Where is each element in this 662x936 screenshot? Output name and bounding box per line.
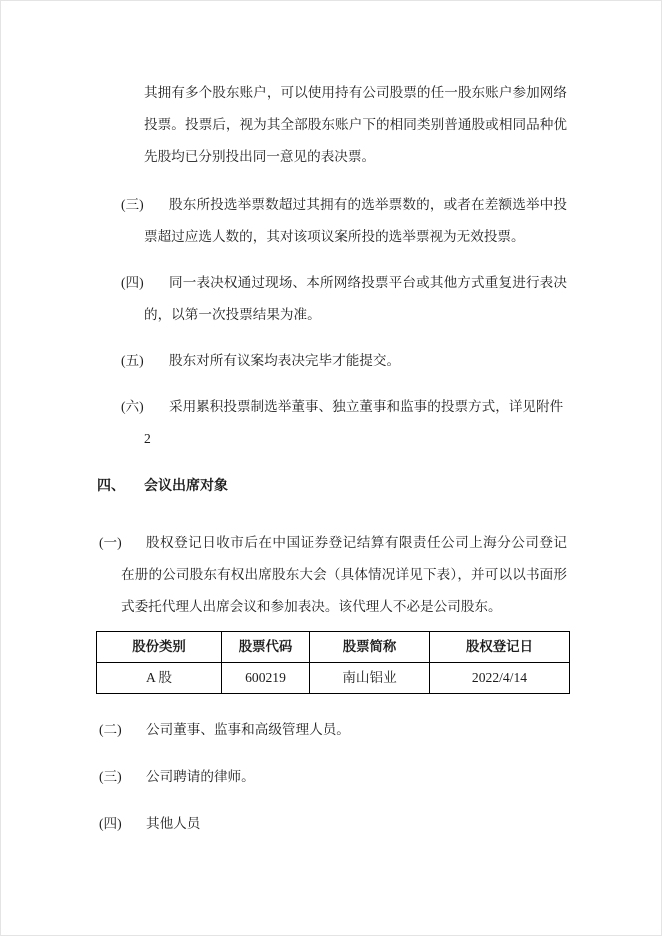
list-marker: (三) — [99, 769, 122, 784]
list-marker: (一) — [99, 535, 122, 550]
list-item-attendee-2 — [99, 714, 567, 746]
table-cell-stock-code: 600219 — [222, 663, 310, 694]
list-item-attendee-3 — [99, 761, 567, 793]
list-item-text: 股东所投选举票数超过其拥有的选举票数的，或者在差额选举中投票超过应选人数的，其对该项议案所投的选举票视为无效投票。 — [144, 197, 567, 244]
table-header-record-date: 股权登记日 — [430, 632, 570, 663]
list-item-voting-rule-6 — [121, 391, 567, 455]
list-item-voting-rule-5 — [121, 345, 567, 377]
list-item-text: 股东对所有议案均表决完毕才能提交。 — [169, 353, 401, 368]
list-item-attendee-4 — [99, 808, 567, 840]
list-marker: (五) — [121, 353, 144, 368]
list-marker: (四) — [99, 816, 122, 831]
table-header-share-class: 股份类别 — [97, 632, 222, 663]
list-item-voting-rule-4 — [121, 267, 567, 331]
table-header-stock-code: 股票代码 — [222, 632, 310, 663]
list-item-text: 其他人员 — [146, 816, 201, 831]
section-heading — [97, 469, 567, 501]
table-cell-stock-name: 南山铝业 — [310, 663, 430, 694]
section-heading-number: 四、 — [97, 477, 125, 493]
list-item-attendee-1 — [99, 527, 567, 623]
list-marker: (二) — [99, 722, 122, 737]
share-registration-table — [96, 631, 570, 694]
section-heading-title: 会议出席对象 — [144, 477, 228, 493]
table-cell-share-class: A 股 — [97, 663, 222, 694]
list-marker: (三) — [121, 197, 144, 212]
list-item-text: 采用累积投票制选举董事、独立董事和监事的投票方式，详见附件 — [169, 399, 564, 414]
table-header-stock-name: 股票简称 — [310, 632, 430, 663]
continuation-paragraph: 其拥有多个股东账户，可以使用持有公司股票的任一股东账户参加网络投票。投票后，视为其全部股东账户下的相同类别普通股或相同品种优先股均已分别投出同一意见的表决票。 — [144, 85, 567, 164]
list-item-text: 公司董事、监事和高级管理人员。 — [146, 722, 350, 737]
list-marker: (四) — [121, 275, 144, 290]
list-item-text: 股权登记日收市后在中国证券登记结算有限责任公司上海分公司登记在册的公司股东有权出席股东大会（具体情况详见下表），并可以以书面形式委托代理人出席会议和参加表决。该代理人不必是公司股东。 — [121, 535, 567, 614]
list-item-voting-rule-3 — [121, 189, 567, 253]
table-cell-record-date: 2022/4/14 — [430, 663, 570, 694]
table-header-row — [97, 632, 570, 663]
list-item-text: 公司聘请的律师。 — [146, 769, 255, 784]
table-row — [97, 663, 570, 694]
list-item-text: 同一表决权通过现场、本所网络投票平台或其他方式重复进行表决的，以第一次投票结果为准。 — [144, 275, 567, 322]
list-item-text-wrapped: 2 — [144, 431, 151, 446]
list-marker: (六) — [121, 399, 144, 414]
